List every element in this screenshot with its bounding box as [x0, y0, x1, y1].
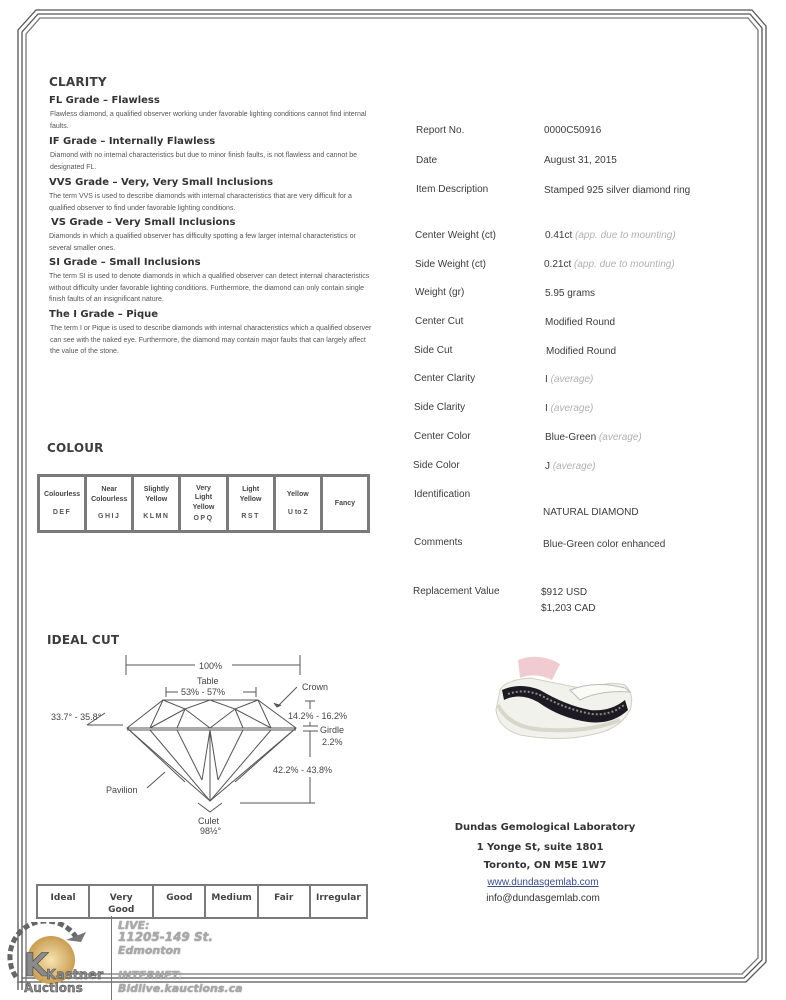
grade-i-desc: The term I or Pique is used to describe diamonds with internal characteristics which a qualified observer can see with the naked eye. Furthermore, the diamond may contain major faults that can largely affect the value of the stone.: [50, 325, 372, 355]
colour-cell: [40, 477, 84, 530]
crown-label: Crown: [302, 682, 329, 692]
center-color-label: Center Color: [414, 431, 471, 442]
center-color-note: (average): [598, 432, 642, 443]
colour-cell: [134, 477, 178, 530]
colour-cell-name: Light Yellow: [239, 486, 262, 503]
colour-cell-name: Very Light Yellow: [192, 484, 215, 511]
center-clarity-value: [545, 374, 593, 385]
grade-vs-desc: Diamonds in which a qualified observer has difficulty spotting a few larger internal characteristics or several smaller ones.: [49, 233, 356, 252]
clarity-heading: CLARITY: [49, 75, 107, 89]
cut-grade-cell: Ideal: [38, 886, 88, 917]
colour-cell-name: Yellow: [286, 491, 309, 498]
item-description-label: Item Description: [416, 184, 489, 195]
side-color-grade: J: [545, 461, 550, 472]
replacement-value-usd: $912 USD: [541, 587, 588, 598]
colour-cell: [276, 477, 320, 530]
center-clarity-label: Center Clarity: [414, 373, 476, 384]
colour-cell-letters: OPQ: [193, 515, 214, 522]
ideal-cut-heading: IDEAL CUT: [47, 633, 120, 647]
grade-if-desc: Diamond with no internal characteristics but due to minor finish faults, is not flawless and cannot be designated FL.: [50, 152, 357, 171]
cut-grade-cell: Fair: [259, 886, 309, 917]
cut-grade-cell: Good: [154, 886, 204, 917]
side-color-label: Side Color: [413, 460, 460, 471]
report-no-value: 0000C50916: [544, 125, 602, 136]
center-clarity-note: (average): [550, 374, 594, 385]
side-clarity-value: [545, 403, 593, 414]
center-weight-label: Center Weight (ct): [415, 230, 496, 241]
center-clarity-grade: I: [545, 374, 548, 385]
side-cut-label: Side Cut: [414, 345, 453, 356]
weight-gr-label: Weight (gr): [415, 287, 465, 298]
side-weight-amount: 0.21ct: [544, 259, 572, 270]
grade-si-title: SI Grade – Small Inclusions: [49, 257, 201, 268]
comments-value: Blue-Green color enhanced: [543, 539, 666, 550]
logo-k-letter: K: [24, 946, 49, 984]
live-address-line2: Edmonton: [118, 944, 181, 957]
center-cut-label: Center Cut: [415, 316, 464, 327]
comments-label: Comments: [414, 537, 463, 548]
crown-height-label: 14.2% - 16.2%: [288, 711, 348, 721]
weight-gr-value: 5.95 grams: [545, 288, 596, 299]
center-cut-value: Modified Round: [545, 317, 616, 328]
kastner-logo-icon: [6, 922, 106, 997]
item-description-value: Stamped 925 silver diamond ring: [544, 185, 691, 196]
side-weight-note: (app. due to mounting): [574, 259, 675, 270]
colour-cell-letters: U to Z: [287, 508, 308, 516]
side-clarity-note: (average): [550, 403, 594, 414]
internet-label: INTERNET:: [118, 969, 183, 982]
grade-si-desc: The term SI is used to denote diamonds in which a qualified observer can detect internal characteristics without difficulty under favorable lighting conditions. Furthermore, the diamond can only contain single finish faults of an insignificant nature.: [49, 273, 370, 303]
side-color-note: (average): [552, 461, 596, 472]
pavilion-depth-label: 42.2% - 43.8%: [273, 765, 333, 775]
pavilion-label: Pavilion: [106, 785, 138, 795]
live-address-line1: 11205-149 St.: [118, 930, 213, 944]
grade-vs-title: VS Grade – Very Small Inclusions: [51, 217, 236, 228]
center-color-grade: Blue-Green: [545, 432, 597, 443]
colour-cell-name: Near Colourless: [91, 486, 128, 503]
culet-angle-label: 98½°: [200, 826, 222, 836]
center-color-value: [545, 432, 642, 443]
lab-address-line1: 1 Yonge St, suite 1801: [476, 842, 604, 853]
colour-cell-letters: KLMN: [143, 513, 170, 521]
colour-cell-name: Fancy: [334, 499, 356, 507]
colour-cell: [87, 477, 131, 530]
colour-scale-table: [37, 474, 370, 533]
lab-email: info@dundasgemlab.com: [486, 893, 600, 904]
side-weight-label: Side Weight (ct): [415, 259, 486, 270]
cut-grade-table: [36, 884, 368, 919]
logo-kastner-text: Kastner: [46, 968, 104, 983]
identification-value: NATURAL DIAMOND: [543, 507, 639, 518]
report-no-label: Report No.: [416, 125, 465, 136]
grade-fl-title: FL Grade – Flawless: [49, 95, 160, 106]
cut-grade-cell: Irregular: [311, 886, 366, 917]
side-weight-value: [544, 259, 675, 270]
grade-vvs-title: VVS Grade – Very, Very Small Inclusions: [49, 177, 274, 188]
replacement-value-cad: $1,203 CAD: [541, 603, 596, 614]
lab-name: Dundas Gemological Laboratory: [454, 822, 636, 833]
logo-auctions-text: Auctions: [24, 981, 83, 995]
colour-cell-letters: GHIJ: [98, 513, 121, 521]
lab-website-text[interactable]: www.dundasgemlab.com: [487, 877, 599, 888]
cut-grade-cell: Medium: [206, 886, 256, 917]
grade-i-title: The I Grade – Pique: [49, 309, 159, 320]
girdle-label: Girdle: [320, 725, 345, 735]
ring-photo: [480, 650, 650, 760]
replacement-value-label: Replacement Value: [413, 586, 500, 597]
colour-cell: [181, 477, 225, 530]
date-value: August 31, 2015: [544, 155, 617, 166]
identification-label: Identification: [414, 489, 471, 500]
cut-grade-cell: Very Good: [90, 886, 152, 917]
colour-cell-letters: DEF: [52, 508, 72, 516]
internet-url: Bidlive.kauctions.ca: [118, 982, 243, 995]
live-label: LIVE:: [118, 919, 150, 932]
grade-vvs-desc: The term VVS is used to describe diamonds with internal characteristics that are very difficult for a qualified observer to find under favorable lighting conditions.: [49, 193, 352, 212]
grade-if-title: IF Grade – Internally Flawless: [49, 136, 216, 147]
center-weight-amount: 0.41ct: [545, 230, 573, 241]
watermark-divider: [111, 916, 112, 1000]
side-color-value: [545, 461, 596, 472]
colour-cell: [323, 477, 367, 530]
date-label: Date: [416, 155, 438, 166]
colour-cell-name: Colourless: [43, 491, 81, 498]
diamond-proportions-diagram: [35, 625, 375, 840]
total-width-label: 100%: [199, 661, 223, 671]
colour-cell-letters: RST: [241, 513, 260, 521]
colour-heading: COLOUR: [47, 441, 104, 455]
crown-angle-label: 33.7° - 35.8°: [51, 712, 102, 722]
side-clarity-grade: I: [545, 403, 548, 414]
table-label: Table: [197, 676, 219, 686]
culet-label: Culet: [198, 816, 220, 826]
center-weight-note: (app. due to mounting): [575, 230, 676, 241]
side-cut-value: Modified Round: [546, 346, 617, 357]
lab-website-link[interactable]: [428, 877, 658, 888]
girdle-value-label: 2.2%: [322, 737, 343, 747]
colour-cell-name: Slightly Yellow: [143, 486, 169, 503]
colour-cell: [229, 477, 273, 530]
lab-address-line2: Toronto, ON M5E 1W7: [483, 860, 607, 871]
side-clarity-label: Side Clarity: [414, 402, 466, 413]
grade-fl-desc: Flawless diamond, a qualified observer working under favorable lighting conditions cannot find internal faults.: [50, 111, 367, 130]
center-weight-value: [545, 230, 676, 241]
table-range-label: 53% - 57%: [181, 687, 226, 697]
